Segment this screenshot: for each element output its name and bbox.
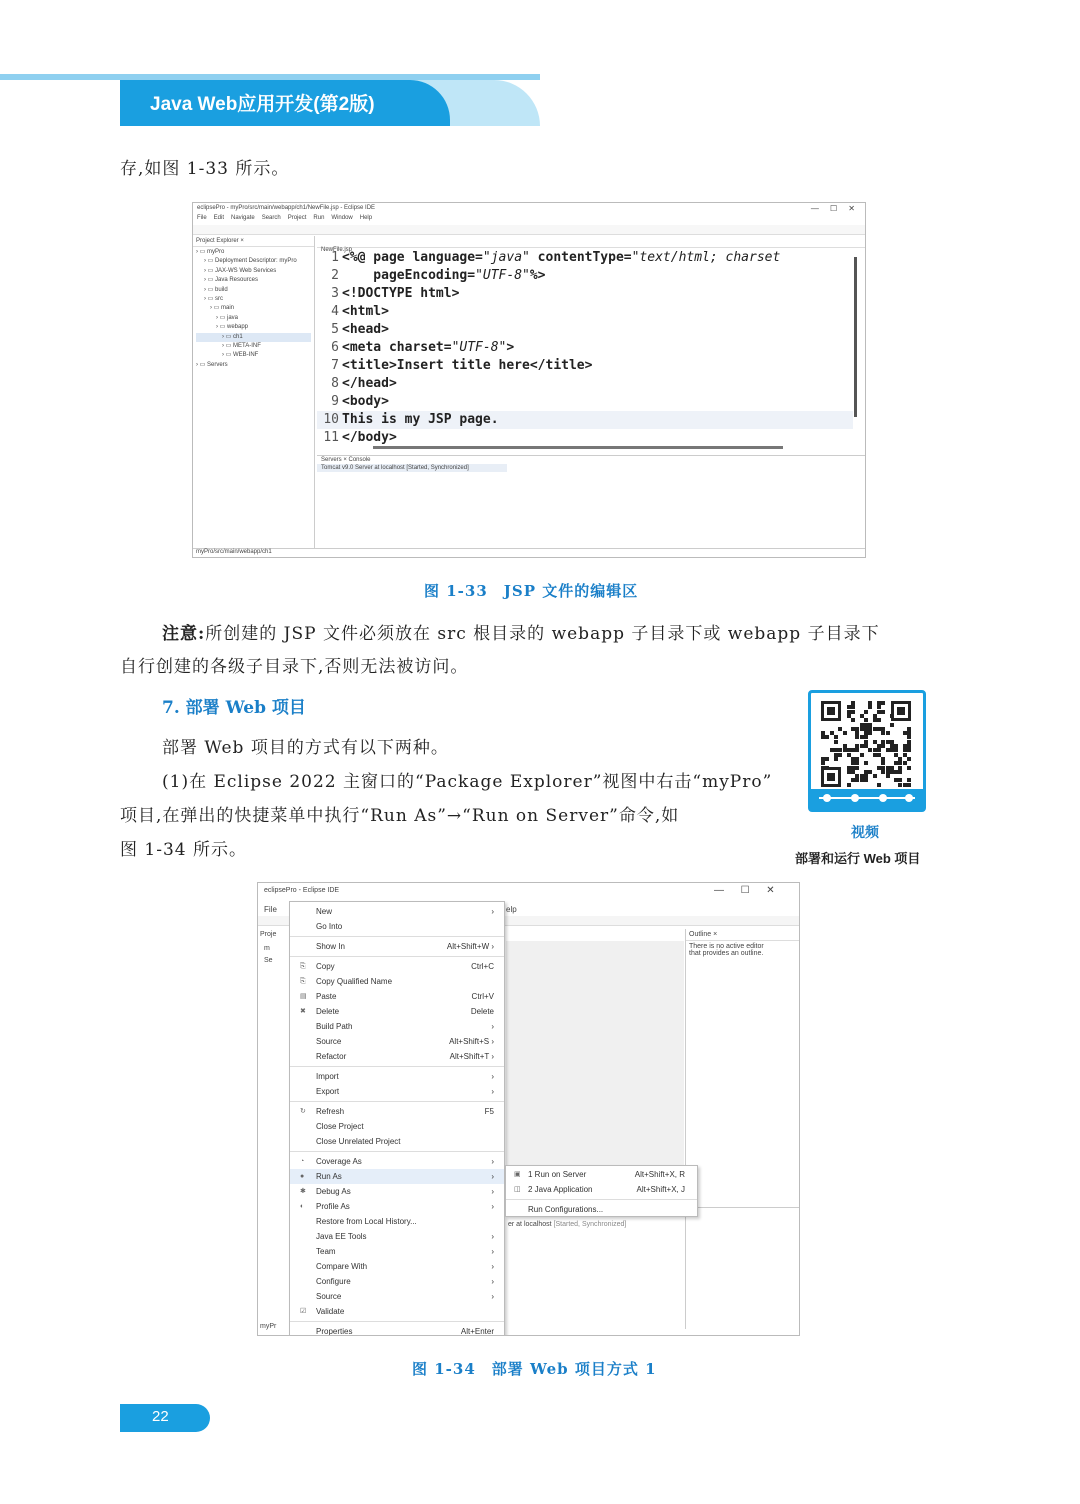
qr-module [886,731,890,735]
menu-item-shortcut: Alt+Shift+T › [449,1052,494,1061]
menu-item-icon: ⎘ [300,978,306,985]
tree-item[interactable]: › ▭ WEB-INF [222,352,259,359]
outline-view [685,929,800,1329]
qr-module [907,757,911,761]
tree-item[interactable]: › ▭ Deployment Descriptor: myPro [204,258,297,265]
menu-item-label: Source [316,1037,342,1046]
qr-module [868,705,872,709]
note-text-1: 所创建的 JSP 文件必须放在 src 根目录的 webapp 子目录下或 webapp 子目录下 [205,624,880,644]
window-controls[interactable]: — ☐ ✕ [810,204,855,213]
menu-item-shortcut: › [491,1262,494,1271]
tree-item[interactable]: › ▭ java [216,314,239,321]
explorer-tab[interactable]: Project Explorer × [193,236,314,247]
submenu-item[interactable] [506,1167,697,1182]
paragraph-1: 部署 Web 项目的方式有以下两种。 [162,738,449,758]
menu-item-shortcut: Alt+Shift+S › [449,1037,494,1046]
qr-module [834,757,838,761]
menu-item-label: Close Unrelated Project [316,1137,401,1146]
menu-item-icon: ◐ [300,1203,305,1210]
context-menu-item[interactable] [290,1324,504,1336]
menu-item-label: Configure [316,1277,351,1286]
qr-module [860,753,864,757]
menu-item-label: Go Into [316,922,343,931]
editor-tab-bar [317,236,866,253]
menu-item-label: Source [316,1292,342,1301]
video-label: 视频 [851,824,879,840]
qr-module [864,710,868,714]
menu-item-shortcut: Alt+Enter [460,1327,494,1336]
context-menu-item[interactable] [290,939,504,954]
editor-hscroll[interactable] [373,446,783,449]
context-menu-item[interactable] [290,1069,504,1084]
qr-module [847,783,851,787]
menu-item-shortcut: Ctrl+V [471,992,494,1001]
menu-separator [506,1199,697,1200]
context-menu[interactable] [289,901,505,1336]
line-number: 2 [331,268,339,283]
line-number: 3 [331,286,339,301]
qr-strip [811,789,923,809]
context-menu-item[interactable] [290,1154,504,1169]
qr-module [825,766,829,770]
tree-item[interactable]: › ▭ webapp [216,324,249,331]
menu-search[interactable]: Search [261,215,281,221]
context-menu-item[interactable] [290,989,504,1004]
qr-finder [827,773,835,781]
menu-item-label: New [316,907,333,916]
toolbar[interactable] [193,225,866,235]
qr-module [843,731,847,735]
menu-window[interactable]: Window [331,215,353,221]
figure-1-34-screenshot [257,882,800,1336]
book-title: Java Web应用开发(第2版) [150,94,375,115]
tree-item-fragment[interactable]: m [264,945,270,952]
code-line: 1 <%@ page language="java" contentType="text/html; charset [317,249,853,267]
menu-bar[interactable] [197,215,379,221]
menu-item-shortcut: › [491,1157,494,1166]
tree-item[interactable]: › ▭ build [204,286,228,293]
context-menu-item[interactable] [290,1134,504,1149]
line-number: 11 [323,430,339,445]
menu-item-label: Import [316,1072,339,1081]
code-line: 8 </head> [317,375,853,393]
code-line: 6 <meta charset="UTF-8"> [317,339,853,357]
code-string: "UTF-8" [475,268,530,283]
editor-tab[interactable]: NewFile.jsp [321,247,353,253]
qr-module [898,770,902,774]
project-explorer [193,236,315,548]
context-menu-item[interactable] [290,1104,504,1119]
menu-item-label: Copy Qualified Name [316,977,393,986]
qr-module [851,718,855,722]
paragraph-2-line-3: 图 1-34 所示。 [120,840,247,860]
menu-file[interactable]: File [264,905,277,914]
qr-module [907,783,911,787]
menu-project[interactable]: Project [287,215,307,221]
context-menu-item[interactable] [290,1049,504,1064]
tree-item[interactable]: › ▭ main [210,305,235,312]
qr-module [881,701,885,705]
code-line: 5 <head> [317,321,853,339]
menu-item-shortcut: › [491,1277,494,1286]
editor-area-2 [506,941,684,1201]
menu-item-label: Java EE Tools [316,1232,367,1241]
menu-item-icon: ✖ [300,1008,306,1015]
context-menu-item[interactable] [290,1244,504,1259]
menu-item-label: Profile As [316,1202,350,1211]
context-menu-item[interactable] [290,1304,504,1319]
menu-separator [290,1321,504,1322]
context-menu-item[interactable] [290,1019,504,1034]
qr-module [890,714,894,718]
tree-item[interactable]: › ▭ myPro [196,249,225,255]
menu-item-shortcut: › [491,1187,494,1196]
menu-item-shortcut: › [491,1247,494,1256]
menu-item-label: Validate [316,1307,345,1316]
submenu-item-label: 1 Run on Server [528,1170,587,1179]
code-line: 10 This is my JSP page. [317,411,853,429]
context-menu-item[interactable] [290,1214,504,1229]
figure-1-34-caption: 图 1-34 部署 Web 项目方式 1 [412,1360,657,1378]
menu-separator [290,956,504,957]
paragraph-2-line-2: 项目,在弹出的快捷菜单中执行“Run As”→“Run on Server”命令,如 [120,806,680,826]
qr-module [890,723,894,727]
menu-item-icon: ● [300,1173,305,1180]
code-string: "java" [482,250,530,265]
outline-text-1: There is no active editor [689,943,764,950]
menu-item-icon: ⎘ [300,963,306,970]
tree-item[interactable]: › ▭ META-INF [222,343,261,350]
menu-edit[interactable]: Edit [213,215,225,221]
code-line: 2 pageEncoding="UTF-8"%> [317,267,853,285]
line-number: 6 [331,340,339,355]
qr-module [907,766,911,770]
submenu-item-label: Run Configurations... [528,1205,604,1214]
code-line: 4 <html> [317,303,853,321]
note-line-1 [162,617,880,651]
context-menu-item[interactable] [290,974,504,989]
menu-item-icon: ☑ [300,1308,307,1315]
context-menu-item[interactable] [290,1199,504,1214]
line-number: 1 [331,250,339,265]
menu-file[interactable]: File [197,215,207,221]
context-menu-item[interactable] [290,1259,504,1274]
menu-item-label: Copy [316,962,335,971]
qr-module [868,731,872,735]
menu-item-label: Run As [316,1172,342,1181]
submenu-item-label: 2 Java Application [528,1185,593,1194]
window-title: eclipsePro - myPro/src/main/webapp/ch1/NewFile.jsp - Eclipse IDE [197,205,376,211]
menu-item-label: Build Path [316,1022,353,1031]
menu-item-shortcut: › [491,1202,494,1211]
menu-item-label: Compare With [316,1262,368,1271]
menu-item-icon: ▤ [300,993,307,1000]
menu-help[interactable]: Help [359,215,373,221]
qr-finder [897,707,905,715]
menu-item-shortcut: › [491,1292,494,1301]
menu-separator [290,1101,504,1102]
qr-module [864,778,868,782]
figure-1-33-caption: 图 1-33 JSP 文件的编辑区 [424,582,639,600]
paragraph-2-line-1: (1)在 Eclipse 2022 主窗口的“Package Explorer”视图中右击“myPro” [162,772,773,792]
submenu-item[interactable] [506,1182,697,1197]
menu-item-icon: ↻ [300,1108,306,1115]
intro-text: 存,如图 1-33 所示。 [120,159,290,179]
line-number: 7 [331,358,339,373]
menu-item-shortcut: › [491,907,494,916]
menu-separator [290,1066,504,1067]
qr-module [877,783,881,787]
context-menu-item[interactable] [290,1084,504,1099]
qr-module [907,748,911,752]
qr-module [855,766,859,770]
menu-item-shortcut: Alt+Shift+W › [446,942,494,951]
context-menu-item[interactable] [290,1004,504,1019]
context-menu-item[interactable] [290,904,504,919]
server-text-2[interactable] [508,1221,626,1228]
line-number: 4 [331,304,339,319]
menu-item-shortcut: Ctrl+C [471,962,494,971]
context-menu-item[interactable] [290,1184,504,1199]
menu-item-label: Refresh [316,1107,345,1116]
window-title-2: eclipsePro - Eclipse IDE [264,887,340,894]
menu-item-label: Delete [316,1007,340,1016]
explorer-tab-fragment[interactable]: Proje [260,931,277,938]
tree-item[interactable]: › ▭ JAX-WS Web Services [204,267,277,274]
qr-module [864,761,868,765]
editor-vscroll[interactable] [854,257,857,417]
code-line: 3 <!DOCTYPE html> [317,285,853,303]
menu-item-label: Restore from Local History... [316,1217,417,1226]
server-host-fragment: er at localhost [508,1221,552,1228]
menu-item-label: Paste [316,992,337,1001]
code-line: 11 </body> [317,429,853,445]
qr-code [821,701,911,787]
menu-item-shortcut: › [491,1072,494,1081]
tree-item[interactable]: › ▭ src [204,296,223,303]
servers-tabs[interactable]: Servers × Console [321,457,371,463]
menu-item-icon: ◔ [300,1158,305,1165]
note-line-2: 自行创建的各级子目录下,否则无法被访问。 [120,657,469,677]
tree-item[interactable]: › ▭ ch1 [196,333,311,342]
menu-item-shortcut: › [491,1172,494,1181]
note-label: 注意: [162,624,206,644]
menu-item-shortcut: › [491,1087,494,1096]
section-heading: 7. 部署 Web 项目 [162,698,306,718]
menu-item-label: Show In [316,942,345,951]
menu-item-label: Export [316,1087,340,1096]
qr-finder [827,707,835,715]
menu-separator [290,936,504,937]
qr-module [886,774,890,778]
submenu-item-icon: ◫ [514,1186,521,1193]
menu-separator [290,1151,504,1152]
submenu-item-shortcut: Alt+Shift+X, R [634,1170,685,1179]
context-menu-item[interactable] [290,1289,504,1304]
qr-code-box[interactable] [808,690,926,812]
context-menu-item[interactable] [290,919,504,934]
line-number: 8 [331,376,339,391]
server-entry[interactable]: Tomcat v9.0 Server at localhost [Started, Synchronized] [317,464,507,472]
tree-servers-fragment[interactable]: Se [264,957,273,964]
status-bar: myPro/src/main/webapp/ch1 [193,548,866,558]
menu-item-label: Refactor [316,1052,347,1061]
tree-item[interactable]: › ▭ Servers [196,361,228,368]
menu-item-label: Team [316,1247,336,1256]
context-menu-item[interactable] [290,1274,504,1289]
status-bar-2: myPr [260,1323,277,1330]
servers-view [317,455,866,547]
menu-item-label: Debug As [316,1187,351,1196]
qr-module [851,710,855,714]
qr-module [834,740,838,744]
submenu-item-icon: ▣ [514,1171,521,1178]
code-string: "UTF-8" [451,340,507,355]
qr-module [881,710,885,714]
window-controls-2[interactable]: — ☐ ✕ [714,885,775,896]
qr-module [877,718,881,722]
code-line: 7 <title>Insert title here</title> [317,357,853,375]
figure-1-33-screenshot [192,202,866,558]
context-menu-item[interactable] [290,1229,504,1244]
qr-module [825,735,829,739]
outline-text-2: that provides an outline. [689,950,764,957]
video-title: 部署和运行 Web 项目 [795,851,921,866]
context-menu-item[interactable] [290,959,504,974]
line-number: 9 [331,394,339,409]
context-menu-item[interactable] [290,1034,504,1049]
menu-navigate[interactable]: Navigate [231,215,255,221]
context-menu-item[interactable] [290,1169,504,1184]
run-as-submenu[interactable] [505,1165,698,1217]
menu-item-shortcut: F5 [484,1107,494,1116]
menu-item-icon: ✱ [300,1188,306,1195]
menu-item-shortcut: › [491,1232,494,1241]
line-number: 10 [323,412,339,427]
menu-help-fragment[interactable]: elp [506,905,517,914]
menu-item-label: Close Project [316,1122,364,1131]
code-line: 9 <body> [317,393,853,411]
qr-module [838,753,842,757]
menu-item-shortcut: › [491,1022,494,1031]
menu-run[interactable]: Run [313,215,325,221]
tree-item[interactable]: › ▭ Java Resources [204,277,259,284]
page-number: 22 [152,1408,169,1425]
menu-item-label: Coverage As [316,1157,362,1166]
menu-item-label: Properties [316,1327,353,1336]
submenu-item-shortcut: Alt+Shift+X, J [636,1185,685,1194]
outline-tab[interactable]: Outline × [686,929,800,941]
qr-module [873,774,877,778]
code-editor[interactable] [317,249,853,445]
qr-module [825,757,829,761]
context-menu-item[interactable] [290,1119,504,1134]
line-number: 5 [331,322,339,337]
server-status: [Started, Synchronized] [553,1221,627,1228]
submenu-item[interactable] [506,1202,697,1217]
menu-item-shortcut: Delete [470,1007,494,1016]
code-string: "text/html; charset [631,250,781,265]
